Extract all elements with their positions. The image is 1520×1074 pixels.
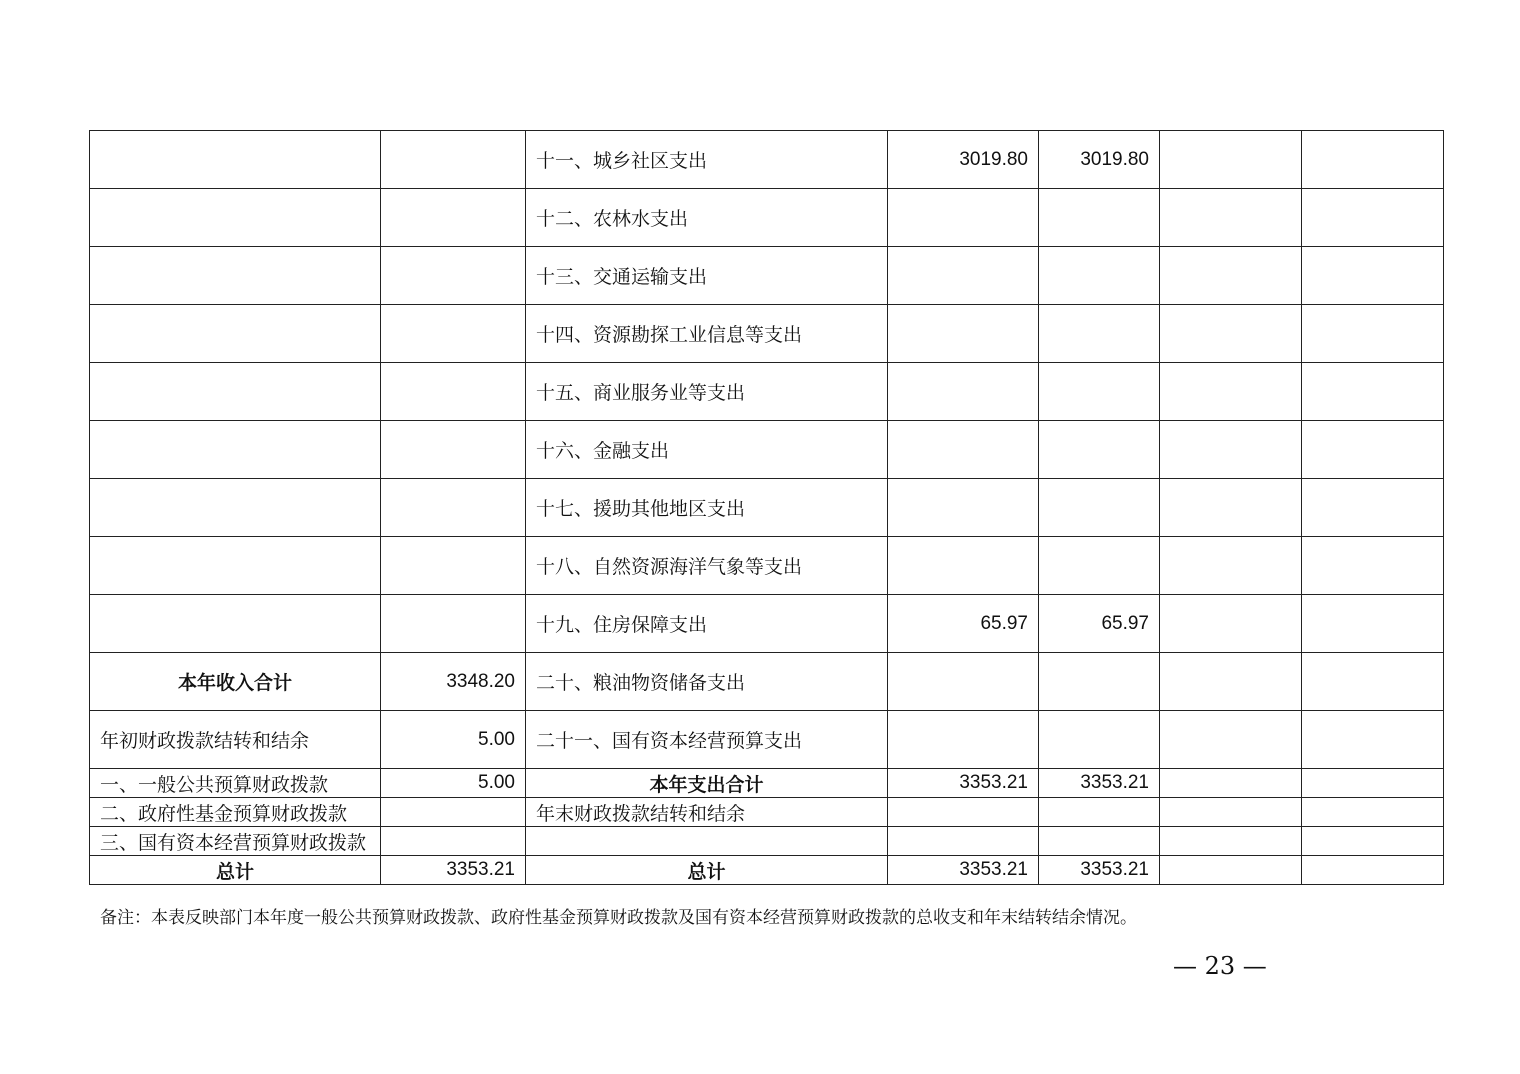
gov-fund-cell xyxy=(1160,305,1302,363)
income-item-cell: 三、国有资本经营预算财政拨款 xyxy=(90,827,381,856)
gov-fund-cell xyxy=(1160,769,1302,798)
state-capital-cell xyxy=(1302,247,1444,305)
gov-fund-cell xyxy=(1160,363,1302,421)
gov-fund-cell xyxy=(1160,827,1302,856)
state-capital-cell xyxy=(1302,769,1444,798)
general-budget-cell: 3019.80 xyxy=(1039,131,1160,189)
income-item-cell xyxy=(90,305,381,363)
table-footnote: 备注：本表反映部门本年度一般公共预算财政拨款、政府性基金预算财政拨款及国有资本经营预算财政拨款的总收支和年末结转结余情况。 xyxy=(100,908,1137,928)
income-item-cell: 年初财政拨款结转和结余 xyxy=(90,711,381,769)
expense-total-cell xyxy=(888,827,1039,856)
expense-item-cell: 十六、金融支出 xyxy=(526,421,888,479)
state-capital-cell xyxy=(1302,189,1444,247)
general-budget-cell xyxy=(1039,305,1160,363)
table-row xyxy=(90,421,1444,479)
expense-item-cell: 本年支出合计 xyxy=(526,769,888,798)
expense-item-cell: 十一、城乡社区支出 xyxy=(526,131,888,189)
income-amount-cell xyxy=(381,421,526,479)
general-budget-cell: 3353.21 xyxy=(1039,769,1160,798)
income-item-cell xyxy=(90,595,381,653)
income-item-cell: 总计 xyxy=(90,856,381,885)
table-row xyxy=(90,479,1444,537)
expense-item-cell: 十二、农林水支出 xyxy=(526,189,888,247)
expense-total-cell: 3019.80 xyxy=(888,131,1039,189)
general-budget-cell xyxy=(1039,363,1160,421)
general-budget-cell xyxy=(1039,189,1160,247)
income-amount-cell xyxy=(381,363,526,421)
state-capital-cell xyxy=(1302,653,1444,711)
state-capital-cell xyxy=(1302,856,1444,885)
income-amount-cell xyxy=(381,595,526,653)
income-item-cell xyxy=(90,479,381,537)
income-item-cell: 一、一般公共预算财政拨款 xyxy=(90,769,381,798)
state-capital-cell xyxy=(1302,595,1444,653)
table-row xyxy=(90,798,1444,827)
table-row xyxy=(90,827,1444,856)
gov-fund-cell xyxy=(1160,479,1302,537)
state-capital-cell xyxy=(1302,827,1444,856)
expense-total-cell: 3353.21 xyxy=(888,856,1039,885)
income-amount-cell: 3353.21 xyxy=(381,856,526,885)
table-row xyxy=(90,595,1444,653)
general-budget-cell xyxy=(1039,247,1160,305)
table-row xyxy=(90,247,1444,305)
general-budget-cell xyxy=(1039,479,1160,537)
expense-item-cell: 二十一、国有资本经营预算支出 xyxy=(526,711,888,769)
general-budget-cell: 65.97 xyxy=(1039,595,1160,653)
income-amount-cell xyxy=(381,247,526,305)
budget-table xyxy=(89,130,1444,885)
table-row xyxy=(90,363,1444,421)
expense-total-cell xyxy=(888,798,1039,827)
income-amount-cell xyxy=(381,827,526,856)
expense-total-cell xyxy=(888,653,1039,711)
state-capital-cell xyxy=(1302,363,1444,421)
income-item-cell xyxy=(90,363,381,421)
general-budget-cell xyxy=(1039,711,1160,769)
expense-total-cell xyxy=(888,711,1039,769)
income-amount-cell xyxy=(381,131,526,189)
gov-fund-cell xyxy=(1160,653,1302,711)
table-row xyxy=(90,131,1444,189)
expense-total-cell xyxy=(888,537,1039,595)
expense-item-cell: 十四、资源勘探工业信息等支出 xyxy=(526,305,888,363)
income-item-cell: 二、政府性基金预算财政拨款 xyxy=(90,798,381,827)
expense-total-cell xyxy=(888,305,1039,363)
state-capital-cell xyxy=(1302,798,1444,827)
table-row xyxy=(90,856,1444,885)
table-row xyxy=(90,769,1444,798)
gov-fund-cell xyxy=(1160,131,1302,189)
income-item-cell xyxy=(90,537,381,595)
gov-fund-cell xyxy=(1160,595,1302,653)
expense-total-cell: 65.97 xyxy=(888,595,1039,653)
page-number: — 23 — xyxy=(1173,952,1267,980)
table-row xyxy=(90,537,1444,595)
state-capital-cell xyxy=(1302,711,1444,769)
expense-item-cell: 年末财政拨款结转和结余 xyxy=(526,798,888,827)
expense-item-cell: 总计 xyxy=(526,856,888,885)
table-row xyxy=(90,189,1444,247)
general-budget-cell xyxy=(1039,798,1160,827)
table-row xyxy=(90,711,1444,769)
expense-item-cell: 二十、粮油物资储备支出 xyxy=(526,653,888,711)
income-item-cell xyxy=(90,247,381,305)
income-amount-cell: 5.00 xyxy=(381,711,526,769)
gov-fund-cell xyxy=(1160,189,1302,247)
expense-total-cell xyxy=(888,247,1039,305)
income-amount-cell: 5.00 xyxy=(381,769,526,798)
income-item-cell xyxy=(90,189,381,247)
gov-fund-cell xyxy=(1160,856,1302,885)
income-item-cell xyxy=(90,421,381,479)
income-amount-cell xyxy=(381,305,526,363)
expense-total-cell xyxy=(888,363,1039,421)
expense-item-cell xyxy=(526,827,888,856)
gov-fund-cell xyxy=(1160,421,1302,479)
table-row xyxy=(90,305,1444,363)
expense-item-cell: 十三、交通运输支出 xyxy=(526,247,888,305)
expense-item-cell: 十五、商业服务业等支出 xyxy=(526,363,888,421)
table-row xyxy=(90,653,1444,711)
expense-total-cell xyxy=(888,421,1039,479)
expense-total-cell: 3353.21 xyxy=(888,769,1039,798)
expense-total-cell xyxy=(888,189,1039,247)
state-capital-cell xyxy=(1302,305,1444,363)
expense-item-cell: 十八、自然资源海洋气象等支出 xyxy=(526,537,888,595)
state-capital-cell xyxy=(1302,131,1444,189)
general-budget-cell: 3353.21 xyxy=(1039,856,1160,885)
general-budget-cell xyxy=(1039,537,1160,595)
state-capital-cell xyxy=(1302,421,1444,479)
income-amount-cell xyxy=(381,537,526,595)
general-budget-cell xyxy=(1039,827,1160,856)
state-capital-cell xyxy=(1302,537,1444,595)
gov-fund-cell xyxy=(1160,247,1302,305)
gov-fund-cell xyxy=(1160,711,1302,769)
expense-total-cell xyxy=(888,479,1039,537)
income-amount-cell xyxy=(381,798,526,827)
income-item-cell: 本年收入合计 xyxy=(90,653,381,711)
income-item-cell xyxy=(90,131,381,189)
expense-item-cell: 十七、援助其他地区支出 xyxy=(526,479,888,537)
general-budget-cell xyxy=(1039,653,1160,711)
state-capital-cell xyxy=(1302,479,1444,537)
income-amount-cell: 3348.20 xyxy=(381,653,526,711)
income-amount-cell xyxy=(381,189,526,247)
gov-fund-cell xyxy=(1160,537,1302,595)
general-budget-cell xyxy=(1039,421,1160,479)
expense-item-cell: 十九、住房保障支出 xyxy=(526,595,888,653)
gov-fund-cell xyxy=(1160,798,1302,827)
income-amount-cell xyxy=(381,479,526,537)
